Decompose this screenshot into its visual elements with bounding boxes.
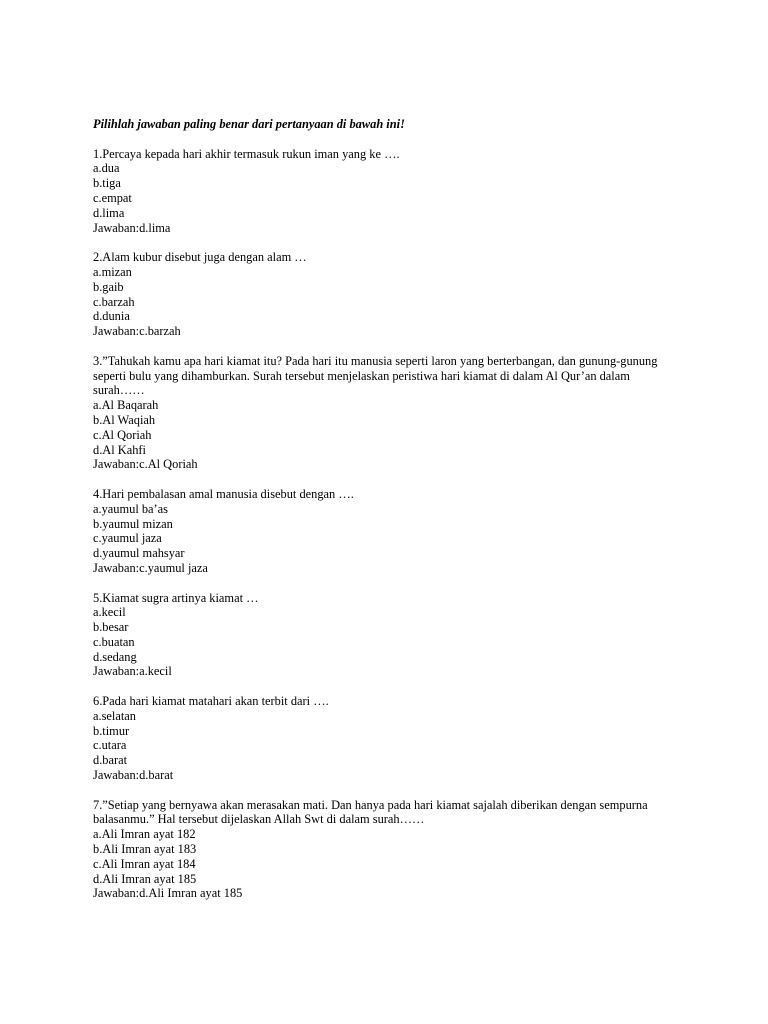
question-prompt: 5.Kiamat sugra artinya kiamat … (93, 590, 259, 605)
option-d: d.barat (93, 753, 128, 768)
answer-line: Jawaban:c.Al Qoriah (93, 457, 198, 472)
option-c: c.empat (93, 190, 132, 205)
question-prompt: 4.Hari pembalasan amal manusia disebut dengan …. (93, 486, 354, 501)
question-5 (93, 591, 683, 680)
option-d: d.yaumul mahsyar (93, 546, 185, 561)
question-prompt: 1.Percaya kepada hari akhir termasuk rukun iman yang ke …. (93, 146, 400, 161)
option-a: a.dua (93, 161, 120, 176)
option-c: c.utara (93, 738, 127, 753)
instruction-heading: Pilihlah jawaban paling benar dari pertanyaan di bawah ini! (93, 117, 405, 131)
question-prompt: 6.Pada hari kiamat matahari akan terbit dari …. (93, 694, 329, 709)
option-a: a.kecil (93, 605, 126, 620)
question-prompt: 7.”Setiap yang bernyawa akan merasakan mati. Dan hanya pada hari kiamat sajalah diberikan dengan sempurna balasanmu.” Hal tersebut dijelaskan Allah Swt di dalam surah…… (93, 797, 651, 827)
option-c: c.barzah (93, 294, 135, 309)
answer-line: Jawaban:c.yaumul jaza (93, 560, 208, 575)
option-b: b.besar (93, 620, 129, 635)
document-page (93, 117, 683, 916)
option-c: c.buatan (93, 634, 135, 649)
option-a: a.Al Baqarah (93, 398, 159, 413)
question-1 (93, 147, 683, 236)
question-2 (93, 250, 683, 339)
answer-line: Jawaban:d.lima (93, 220, 171, 235)
option-b: b.gaib (93, 279, 124, 294)
question-prompt: 3.”Tahukah kamu apa hari kiamat itu? Pada hari itu manusia seperti laron yang berterbangan, dan gunung-gunung seperti bulu yang dihamburkan. Surah tersebut menjelaskan peristiwa hari kiamat di dalam Al Qur’an dalam surah…… (93, 353, 661, 398)
answer-line: Jawaban:d.barat (93, 768, 174, 783)
answer-line: Jawaban:c.barzah (93, 324, 181, 339)
question-6 (93, 694, 683, 783)
question-4 (93, 487, 683, 576)
answer-line: Jawaban:d.Ali Imran ayat 185 (93, 886, 243, 901)
option-c: c.Ali Imran ayat 184 (93, 856, 196, 871)
option-a: a.selatan (93, 708, 136, 723)
question-prompt: 2.Alam kubur disebut juga dengan alam … (93, 250, 307, 265)
option-d: d.Al Kahfi (93, 442, 146, 457)
option-b: b.Ali Imran ayat 183 (93, 842, 197, 857)
option-a: a.Ali Imran ayat 182 (93, 827, 196, 842)
option-b: b.tiga (93, 176, 121, 191)
option-c: c.Al Qoriah (93, 427, 152, 442)
option-d: d.dunia (93, 309, 130, 324)
answer-line: Jawaban:a.kecil (93, 664, 172, 679)
option-a: a.mizan (93, 264, 132, 279)
option-a: a.yaumul ba’as (93, 501, 169, 516)
question-3 (93, 354, 683, 472)
option-b: b.yaumul mizan (93, 516, 173, 531)
option-d: d.lima (93, 205, 125, 220)
option-d: d.Ali Imran ayat 185 (93, 871, 197, 886)
option-d: d.sedang (93, 649, 137, 664)
option-b: b.timur (93, 723, 130, 738)
option-b: b.Al Waqiah (93, 412, 156, 427)
question-7 (93, 798, 683, 902)
option-c: c.yaumul jaza (93, 531, 162, 546)
